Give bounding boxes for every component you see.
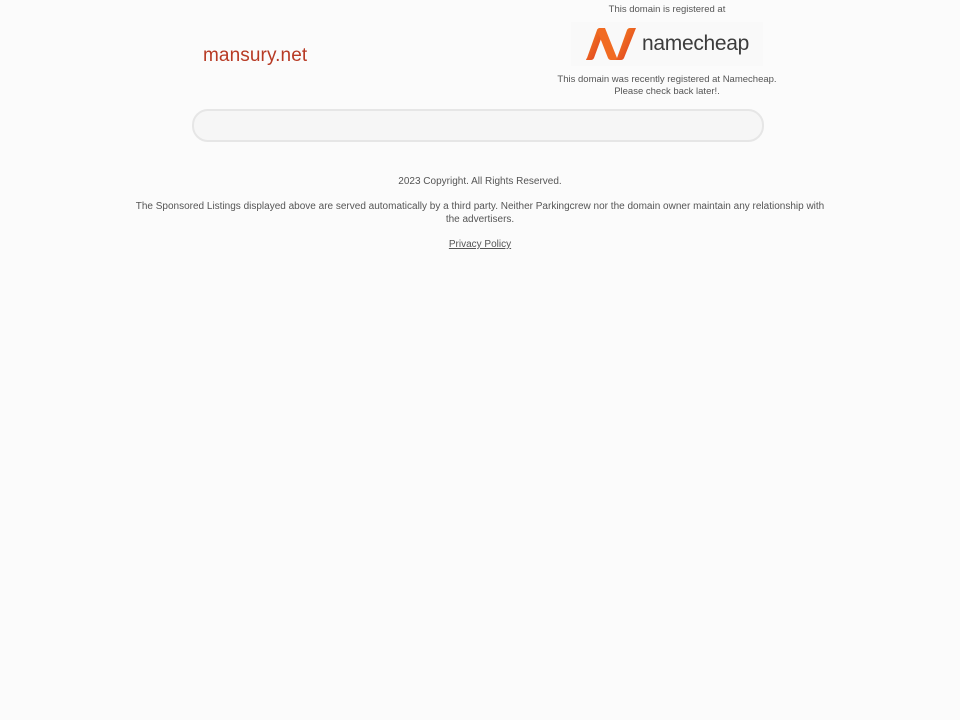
registration-note-line-1: This domain was recently registered at Namecheap. xyxy=(557,74,777,85)
namecheap-logo-text: namecheap xyxy=(642,32,750,55)
search-box[interactable] xyxy=(192,109,764,142)
namecheap-n-icon xyxy=(583,28,639,60)
namecheap-logo[interactable] xyxy=(571,22,763,66)
privacy-container xyxy=(130,238,830,251)
registration-note xyxy=(540,74,794,98)
footer xyxy=(130,175,830,251)
privacy-policy-link[interactable]: Privacy Policy xyxy=(448,239,512,250)
sponsored-disclaimer: The Sponsored Listings displayed above are served automatically by a third party. Neither Parkingcrew nor the domain owner maintain any relationship with the advertisers. xyxy=(135,201,825,225)
registration-note-line-2: Please check back later!. xyxy=(614,86,720,97)
registrar-panel xyxy=(540,4,794,98)
registered-at-label: This domain is registered at xyxy=(608,4,726,15)
domain-title: mansury.net xyxy=(203,45,308,66)
copyright-text: 2023 Copyright. All Rights Reserved. xyxy=(398,176,562,187)
